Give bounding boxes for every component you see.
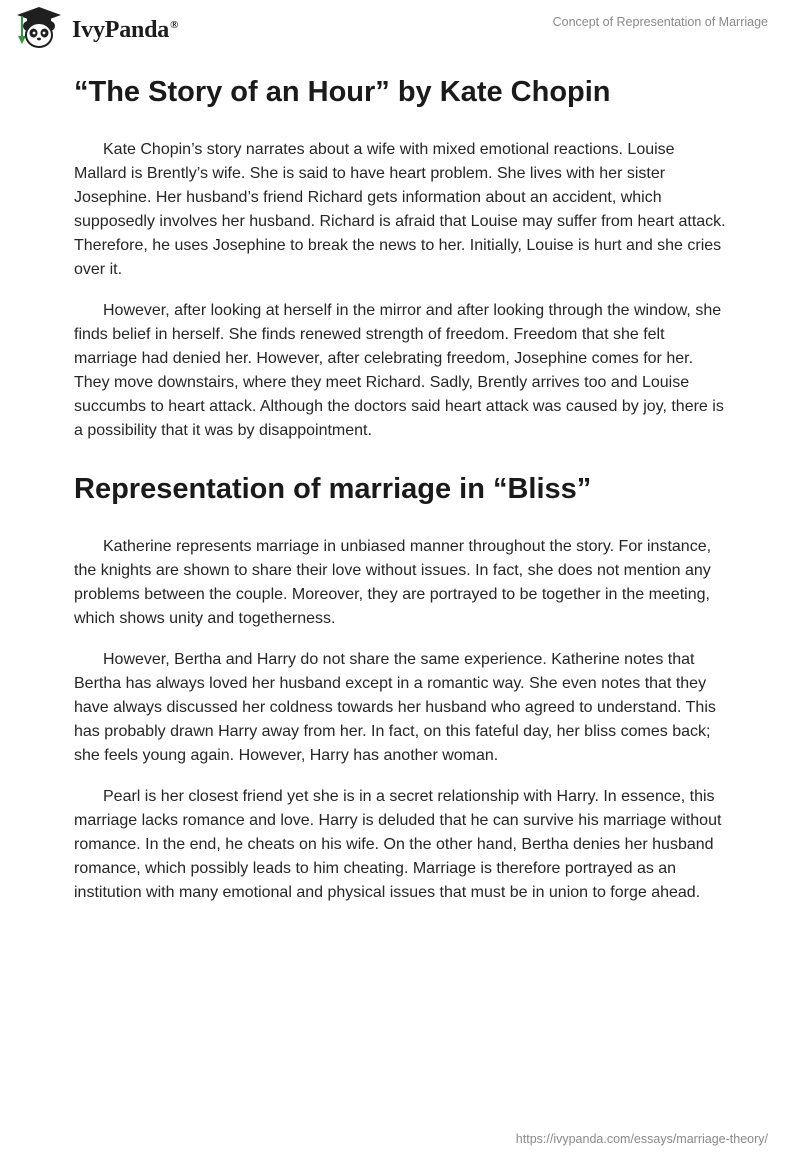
paragraph: However, after looking at herself in the mirror and after looking through the window, she finds belief in herself. She finds renewed strength of freedom. Freedom that she felt marriage had denied her. However, after celebrating freedom, Josephine comes for her. They move downstairs, where they meet Richard. Sadly, Brently arrives too and Louise succumbs to heart attack. Although the doctors said heart attack was caused by joy, there is a possibility that it was by disappointment. bbox=[74, 302, 724, 439]
paragraph: Pearl is her closest friend yet she is in a secret relationship with Harry. In essence, this marriage lacks romance and love. Harry is deluded that he can survive his marriage without romance. In the end, he cheats on his wife. On the other hand, Bertha denies her husband romance, which possibly leads to him cheating. Marriage is therefore portrayed as an institution with many emotional and physical issues that must be in union to forge ahead. bbox=[74, 788, 722, 901]
document-title: Concept of Representation of Marriage bbox=[552, 15, 768, 29]
panda-graduate-icon bbox=[14, 6, 64, 50]
essay-content bbox=[74, 72, 730, 922]
source-url[interactable]: https://ivypanda.com/essays/marriage-theory/ bbox=[515, 1132, 768, 1146]
page-header bbox=[0, 0, 800, 60]
paragraph: Kate Chopin’s story narrates about a wife with mixed emotional reactions. Louise Mallard is Brently’s wife. She is said to have heart problem. She lives with her sister Josephine. Her husband’s friend Richard gets information about an accident, which supposedly involves her husband. Richard is afraid that Louise may suffer from heart attack. Therefore, he uses Josephine to break the news to her. Initially, Louise is hurt and she cries over it. bbox=[74, 141, 726, 278]
logo-wordmark bbox=[72, 17, 178, 44]
ivypanda-logo[interactable] bbox=[14, 6, 178, 50]
logo-name: IvyPanda bbox=[72, 16, 170, 43]
registered-mark: ® bbox=[170, 18, 179, 31]
paragraph: Katherine represents marriage in unbiased manner throughout the story. For instance, the knights are shown to share their love without issues. In fact, she does not mention any problems between the couple. Moreover, they are portrayed to be together in the meeting, which shows unity and togetherness. bbox=[74, 538, 712, 627]
section-heading-bliss: Representation of marriage in “Bliss” bbox=[74, 473, 592, 505]
section-heading-story-of-an-hour: “The Story of an Hour” by Kate Chopin bbox=[74, 76, 611, 108]
paragraph: However, Bertha and Harry do not share the same experience. Katherine notes that Bertha has always loved her husband except in a romantic way. She even notes that they have always discussed her coldness towards her husband who agreed to understand. This has probably drawn Harry away from her. In fact, on this fateful day, her bliss comes back; she feels young again. However, Harry has another woman. bbox=[74, 651, 716, 764]
